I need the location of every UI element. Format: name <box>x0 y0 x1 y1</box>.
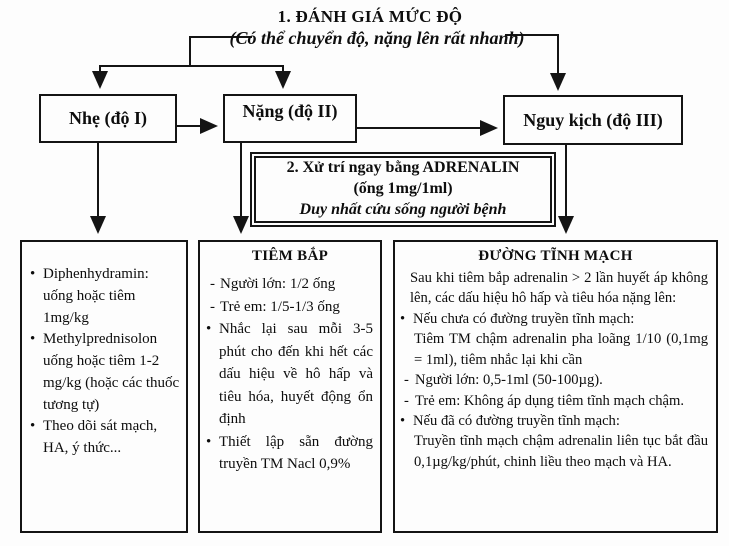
bullet-marker: • <box>30 418 36 435</box>
list-item <box>30 264 180 329</box>
list-item <box>401 391 708 411</box>
iv-box-content <box>395 265 716 472</box>
list-item-text: Nếu chưa có đường truyền tĩnh mạch: <box>413 310 635 327</box>
grade2-box <box>223 94 357 143</box>
list-item <box>30 329 180 416</box>
list-item <box>401 411 708 431</box>
bullet-marker: • <box>30 266 36 282</box>
step1-title: 1. ĐÁNH GIÁ MỨC ĐỘ <box>277 7 463 26</box>
step2-line3: Duy nhất cứu sống người bệnh <box>299 200 507 218</box>
list-item <box>206 431 373 476</box>
list-item-continuation: Truyền tĩnh mạch chậm adrenalin liên tục bắt đầu 0,1µg/kg/phút, chinh liều theo mạch và HA. <box>414 433 708 470</box>
list-item-text: Nhắc lại sau mỗi 3-5 phút cho đến khi hết các dấu hiệu về hô hấp và tiêu hóa, huyết động ổn định <box>219 321 373 427</box>
dash-marker: - <box>210 276 215 292</box>
grade1-box: Nhẹ (độ I) <box>39 94 177 143</box>
dash-marker: - <box>210 298 215 315</box>
grade2-label: Nặng (độ II) <box>242 101 338 121</box>
iv-box-title: ĐƯỜNG TĨNH MẠCH <box>478 248 633 264</box>
list-item-text: Người lớn: 1/2 ống <box>220 276 336 292</box>
list-item <box>401 309 708 329</box>
list-item <box>206 318 373 431</box>
grade1-treatment-content <box>22 242 186 460</box>
bullet-marker: • <box>30 331 36 348</box>
list-item-text: Trẻ em: 1/5-1/3 ống <box>220 298 340 315</box>
list-item <box>206 273 373 296</box>
bullet-marker: • <box>206 433 212 450</box>
im-injection-box <box>198 240 382 533</box>
list-item-text: Nếu đã có đường truyền tĩnh mạch: <box>413 412 620 429</box>
step2-box-inner <box>254 156 552 223</box>
list-item-text: Methylprednisolon uống hoặc tiêm 1-2 mg/kg (hoặc các thuốc tương tự) <box>43 331 180 413</box>
list-item-text: Người lớn: 0,5-1ml (50-100µg). <box>415 372 603 389</box>
dash-marker: - <box>404 392 409 409</box>
list-item-continuation: Tiêm TM chậm adrenalin pha loãng 1/10 (0,1mg = 1ml), tiêm nhắc lại khi cần <box>414 331 708 368</box>
grade1-treatment-box <box>20 240 188 533</box>
list-item-text: Thiết lập sẵn đường truyền TM Nacl 0,9% <box>219 433 373 472</box>
step2-box <box>250 152 556 227</box>
iv-route-box <box>393 240 718 533</box>
step1-note: (Có thể chuyển độ, nặng lên rất nhanh) <box>229 28 525 48</box>
im-box-title: TIÊM BẮP <box>251 248 329 264</box>
bullet-marker: • <box>400 412 406 429</box>
iv-intro: Sau khi tiêm bắp adrenalin > 2 lần huyết áp không lên, các dấu hiệu hô hấp và tiêu hóa nặng lên: <box>410 270 708 307</box>
bullet-marker: • <box>400 310 406 327</box>
step2-line1: 2. Xử trí ngay bằng ADRENALIN <box>286 159 520 177</box>
im-box-content <box>200 265 380 476</box>
grade3-box: Nguy kịch (độ III) <box>503 95 683 145</box>
list-item <box>401 370 708 390</box>
list-item-text: Theo dõi sát mạch, HA, ý thức... <box>43 418 158 456</box>
list-item <box>206 296 373 319</box>
step2-line2: (ống 1mg/1ml) <box>353 180 453 198</box>
list-item-text: Diphenhydramin: uống hoặc tiêm 1mg/kg <box>43 266 149 326</box>
dash-marker: - <box>404 372 409 389</box>
list-item-text: Trẻ em: Không áp dụng tiêm tĩnh mạch chậm. <box>415 392 684 409</box>
bullet-marker: • <box>206 321 212 337</box>
list-item <box>30 416 180 460</box>
